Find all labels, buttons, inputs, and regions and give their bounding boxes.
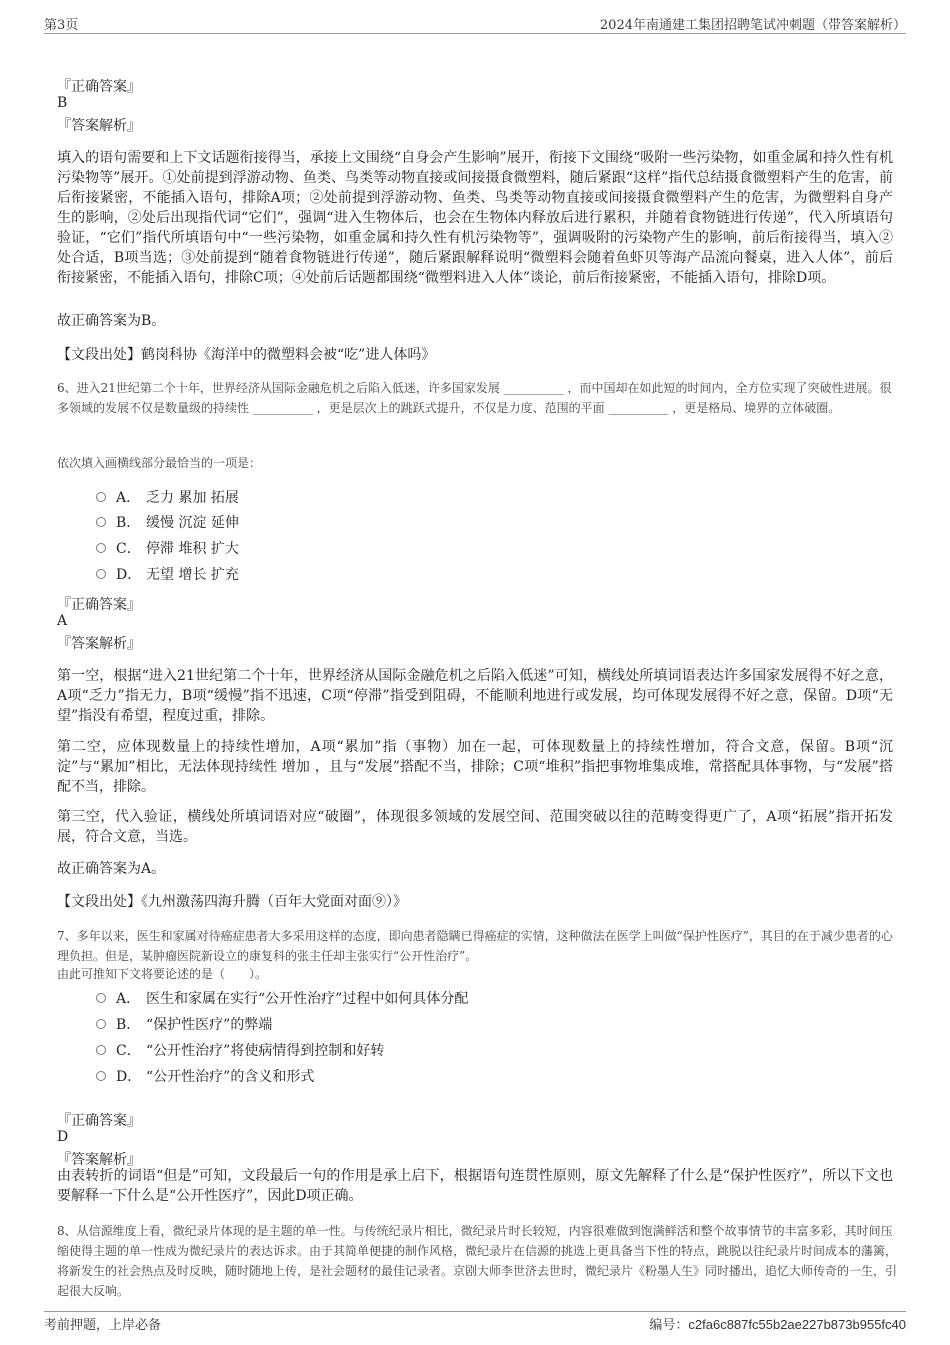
option-d[interactable] [96, 565, 239, 585]
radio-icon[interactable] [96, 543, 106, 553]
option-b[interactable] [96, 1015, 272, 1035]
analysis-paragraph: 第一空，根据“进入21世纪第二个十年，世界经济从国际金融危机之后陷入低迷”可知，横线处所填词语表达许多国家发展得不好之意，A项“乏力”指无力，B项“缓慢”指不迅速，C项“停滞”指受到阻碍，不能顺利地进行或发展，均可体现发展得不好之意，保留。D项“无望”指没有希望，程度过重，排除。 [57, 668, 893, 724]
analysis-label: 『答案解析』 [57, 1152, 141, 1168]
correct-answer-label: 『正确答案』 [57, 79, 141, 95]
radio-icon[interactable] [96, 993, 106, 1003]
footer-divider [44, 1311, 906, 1312]
analysis-label: 『答案解析』 [57, 118, 141, 134]
conclusion-text: 故正确答案为B。 [57, 313, 166, 329]
page-number: 第3页 [44, 18, 79, 33]
conclusion-text: 故正确答案为A。 [57, 861, 166, 877]
question-stem: 8、从信源维度上看，微纪录片体现的是主题的单一性。与传统纪录片相比，微纪录片时长较短，内容很难做到饱满鲜活和整个故事情节的丰富多彩，其时间压缩使得主题的单一性成为微纪录片的表达诉求。由于其简单便捷的制作风格，微纪录片在信源的挑选上更具备当下性的特点，跳脱以往纪录片时间成本的藩篱，将新发生的社会热点及时反映，随时随地上传，是社会题材的最佳记录者。京剧大师李世济去世时，微纪录片《粉墨人生》同时播出，追忆大师传奇的一生，引起很大反响。 [57, 1224, 898, 1298]
correct-answer-label: 『正确答案』 [57, 597, 141, 613]
document-code [649, 1314, 906, 1333]
option-text: 缓慢 沉淀 延伸 [146, 515, 239, 531]
option-letter: A． [116, 991, 141, 1007]
option-b[interactable] [96, 513, 239, 533]
analysis-paragraph: 第二空，应体现数量上的持续性增加，A项“累加”指（事物）加在一起，可体现数量上的持续性增加，符合文意，保留。B项“沉淀”与“累加”相比，无法体现持续性 增加 ，且与“发展”搭配不当，排除；C项“堆积”指把事物堆集成堆，常搭配具体事物，与“发展”搭配不当，排除。 [57, 739, 893, 795]
question-prompt: 由此可推知下文将要论述的是（ ）。 [57, 967, 268, 981]
radio-icon[interactable] [96, 517, 106, 527]
footer-slogan: 考前押题，上岸必备 [44, 1318, 162, 1333]
correct-answer-value: B [57, 95, 68, 111]
source-citation: 【文段出处】《九州激荡四海升腾（百年大党面对面⑨）》 [57, 894, 407, 910]
analysis-paragraph: 第三空，代入验证，横线处所填词语对应“破圈”，体现很多领域的发展空间、范围突破以往的范畴变得更广了，A项“拓展”指开拓发展，符合文意，当选。 [57, 809, 893, 845]
document-code-value: c2fa6c887fc55b2ae227b873b955fc40 [688, 1317, 906, 1332]
correct-answer-label: 『正确答案』 [57, 1113, 141, 1129]
radio-icon[interactable] [96, 492, 106, 502]
option-letter: C． [116, 1043, 141, 1059]
correct-answer-value: D [57, 1129, 69, 1145]
option-letter: D． [116, 1069, 142, 1085]
correct-answer-value: A [57, 613, 68, 629]
radio-icon[interactable] [96, 569, 106, 579]
analysis-label: 『答案解析』 [57, 636, 141, 652]
question-stem: 6、进入21世纪第二个十年，世界经济从国际金融危机之后陷入低迷，许多国家发展 __________ ，而中国却在如此短的时间内，全方位实现了突破性进展。很多领域的发展不仅是数量级的持续性 __________ ，更是层次上的跳跃式提升，不仅是力度、范围的平面 __________ ，更是格局、境界的立体破圈。 [57, 381, 892, 415]
option-text: “保护性医疗”的弊端 [146, 1017, 273, 1033]
option-text: “公开性治疗”将使病情得到控制和好转 [146, 1043, 385, 1059]
option-a[interactable] [96, 488, 239, 508]
option-c[interactable] [96, 1041, 384, 1061]
option-letter: B． [116, 1017, 141, 1033]
option-letter: A． [116, 490, 141, 506]
option-d[interactable] [96, 1067, 314, 1087]
option-letter: D． [116, 567, 142, 583]
question-prompt: 依次填入画横线部分最恰当的一项是： [57, 456, 262, 470]
header-divider [44, 33, 906, 34]
option-text: 医生和家属在实行“公开性治疗”过程中如何具体分配 [146, 991, 469, 1007]
source-citation: 【文段出处】鹤岗科协《海洋中的微塑料会被“吃”进人体吗》 [57, 347, 436, 363]
option-text: 停滞 堆积 扩大 [146, 541, 239, 557]
option-c[interactable] [96, 539, 239, 559]
radio-icon[interactable] [96, 1019, 106, 1029]
radio-icon[interactable] [96, 1045, 106, 1055]
document-title: 2024年南通建工集团招聘笔试冲刺题（带答案解析） [599, 18, 906, 33]
document-code-label: 编号： [649, 1318, 689, 1333]
analysis-text: 由表转折的词语“但是”可知，文段最后一句的作用是承上启下，根据语句连贯性原则，原文先解释了什么是“保护性医疗”，所以下文也要解释一下什么是“公开性医疗”，因此D项正确。 [57, 1168, 893, 1204]
option-text: “公开性治疗”的含义和形式 [146, 1069, 315, 1085]
option-letter: B． [116, 515, 141, 531]
option-letter: C． [116, 541, 141, 557]
option-a[interactable] [96, 989, 468, 1009]
question-stem: 7、多年以来，医生和家属对待癌症患者大多采用这样的态度，即向患者隐瞒已得癌症的实情，这种做法在医学上叫做“保护性医疗”，其目的在于减少患者的心理负担。但是，某肿瘤医院新设立的康复科的张主任却主张实行“公开性治疗”。 [57, 929, 893, 963]
analysis-text: 填入的语句需要和上下文话题衔接得当，承接上文围绕“自身会产生影响”展开，衔接下文围绕“吸附一些污染物，如重金属和持久性有机污染物等”展开。①处前提到浮游动物、鱼类、鸟类等动物直接或间接摄食微塑料，随后紧跟“这样”指代总结摄食微塑料产生的危害，前后衔接紧密，不能插入语句，排除A项；②处前提到浮游动物、鱼类、鸟类等动物直接或间接摄食微塑料产生的危害，为微塑料自身产生的影响，②处后出现指代词“它们”，强调“进入生物体后，也会在生物体内释放后进行累积，并随着食物链进行传递”，代入所填语句验证，“它们”指代所填语句中“一些污染物，如重金属和持久性有机污染物等”，强调吸附的污染物产生的影响，前后衔接得当，填入②处合适，B项当选；③处前提到“随着食物链进行传递”，随后紧跟解释说明“微塑料会随着鱼虾贝等海产品流向餐桌，进入人体”，前后衔接紧密，不能插入语句，排除C项；④处前后话题都围绕“微塑料进入人体”谈论，前后衔接紧密，不能插入语句，排除D项。 [57, 150, 893, 286]
option-text: 无望 增长 扩充 [146, 567, 239, 583]
radio-icon[interactable] [96, 1071, 106, 1081]
option-text: 乏力 累加 拓展 [146, 490, 239, 506]
